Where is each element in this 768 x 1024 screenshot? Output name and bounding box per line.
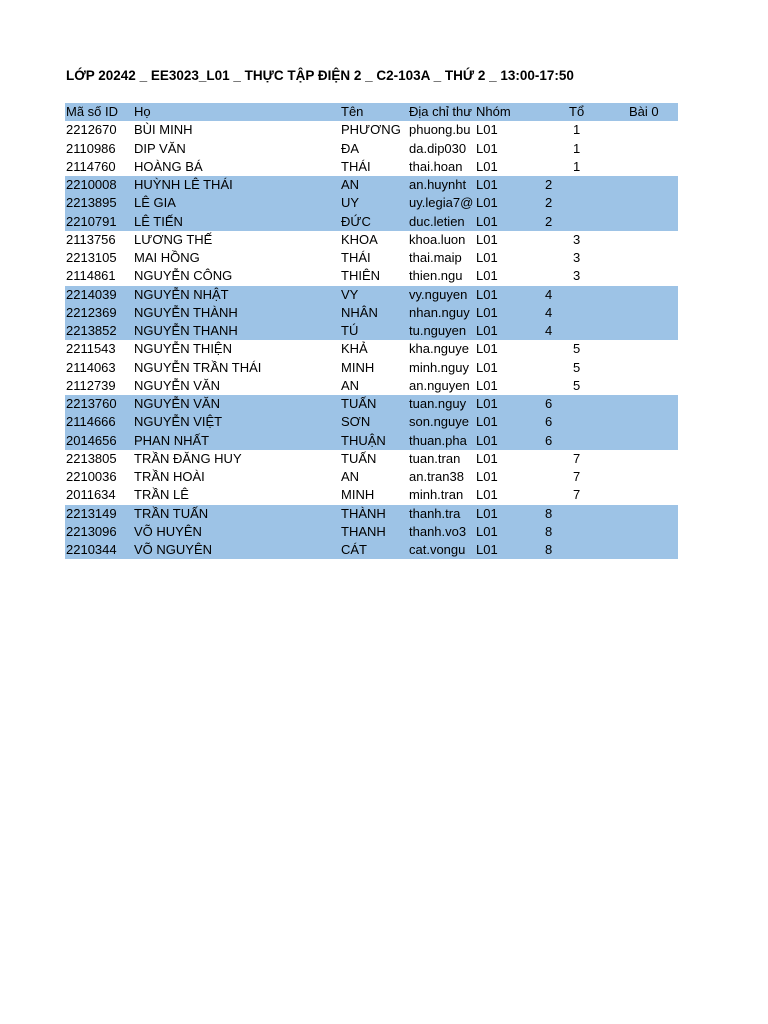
student-table: [65, 103, 678, 559]
cell-id: 2011634: [66, 487, 116, 503]
cell-ho: LƯƠNG THẾ: [134, 231, 213, 247]
cell-to: 1: [573, 158, 581, 174]
cell-ten: AN: [341, 469, 360, 484]
cell-nhom: L01: [476, 304, 498, 320]
table-row: [65, 231, 678, 249]
cell-to: 2: [545, 195, 553, 211]
cell-nhom: L01: [476, 359, 498, 375]
cell-ten: THUẬN: [341, 432, 386, 448]
cell-ten: THIÊN: [341, 268, 380, 284]
cell-to: 8: [545, 542, 553, 557]
cell-ho: MAI HỒNG: [134, 250, 200, 265]
table-row: [65, 413, 678, 431]
cell-ten: AN: [341, 377, 360, 393]
cell-nhom: L01: [476, 268, 498, 284]
cell-ho: HUỲNH LÊ THÁI: [134, 177, 233, 192]
cell-id: 2213805: [66, 450, 117, 466]
table-row: [65, 541, 678, 559]
cell-nhom: L01: [476, 432, 498, 448]
table-row: [65, 486, 678, 504]
cell-id: 2211543: [66, 341, 116, 357]
cell-ho: LÊ GIA: [134, 195, 176, 211]
cell-to: 4: [545, 286, 553, 302]
table-row: [65, 286, 678, 304]
cell-ten: THANH: [341, 523, 386, 539]
cell-nhom: L01: [476, 377, 498, 393]
cell-email: tuan.tran: [409, 450, 461, 466]
table-row: [65, 140, 678, 158]
cell-nhom: L01: [476, 195, 498, 211]
table-header-row: [65, 103, 678, 121]
cell-to: 6: [545, 414, 553, 430]
cell-to: 7: [573, 469, 581, 484]
cell-to: 2: [545, 213, 553, 229]
cell-ten: THÁI: [341, 158, 371, 174]
cell-id: 2212670: [66, 122, 117, 138]
cell-ho: NGUYỄN TRẦN THÁI: [134, 359, 262, 375]
cell-id: 2213895: [66, 195, 117, 211]
cell-ho: VÕ HUYÊN: [134, 523, 202, 539]
cell-email: thuan.pha: [409, 432, 467, 448]
cell-ho: TRẦN LÊ: [134, 487, 189, 503]
cell-to: 3: [573, 268, 581, 284]
cell-to: 3: [573, 250, 581, 265]
cell-nhom: L01: [476, 523, 498, 539]
table-row: [65, 194, 678, 212]
cell-to: 8: [545, 523, 553, 539]
cell-ten: KHOA: [341, 231, 378, 247]
cell-ten: ĐA: [341, 140, 360, 156]
table-row: [65, 468, 678, 486]
table-row: [65, 158, 678, 176]
cell-ho: NGUYỄN THANH: [134, 323, 238, 338]
cell-ho: NGUYỄN VĂN: [134, 396, 220, 411]
cell-nhom: L01: [476, 177, 498, 192]
cell-ho: NGUYỄN VIỆT: [134, 414, 223, 430]
cell-nhom: L01: [476, 341, 498, 357]
table-row: [65, 523, 678, 541]
cell-ho: NGUYỄN THIỆN: [134, 341, 232, 357]
cell-email: khoa.luon: [409, 231, 466, 247]
cell-id: 2213096: [66, 523, 117, 539]
cell-id: 2214039: [66, 286, 117, 302]
cell-ten: AN: [341, 177, 360, 192]
cell-email: minh.nguy: [409, 359, 469, 375]
cell-nhom: L01: [476, 213, 498, 229]
cell-nhom: L01: [476, 140, 498, 156]
cell-to: 4: [545, 304, 553, 320]
cell-to: 5: [573, 359, 581, 375]
table-row: [65, 121, 678, 139]
sheet-title: LỚP 20242 _ EE3023_L01 _ THỰC TẬP ĐIỆN 2 _ C2-103A _ THỨ 2 _ 13:00-17:50: [66, 68, 574, 83]
table-row: [65, 304, 678, 322]
table-row: [65, 359, 678, 377]
cell-email: thanh.tra: [409, 505, 461, 521]
cell-email: thai.maip: [409, 250, 462, 265]
cell-email: an.tran38: [409, 469, 464, 484]
cell-ten: MINH: [341, 487, 375, 503]
cell-ho: LÊ TIẾN: [134, 213, 183, 229]
header-ho: Họ: [134, 104, 151, 119]
cell-ten: PHƯƠNG: [341, 122, 401, 138]
cell-ten: NHÂN: [341, 304, 378, 320]
cell-to: 5: [573, 377, 581, 393]
cell-ten: KHẢ: [341, 341, 368, 357]
header-bai: Bài 0: [629, 104, 659, 119]
cell-email: son.nguye: [409, 414, 469, 430]
cell-ho: TRẦN TUẤN: [134, 505, 209, 521]
cell-id: 2210344: [66, 542, 117, 557]
cell-nhom: L01: [476, 158, 498, 174]
table-row: [65, 322, 678, 340]
cell-id: 2014656: [66, 432, 117, 448]
table-row: [65, 176, 678, 194]
table-row: [65, 340, 678, 358]
cell-ho: NGUYỄN NHẬT: [134, 286, 229, 302]
cell-to: 6: [545, 396, 553, 411]
cell-nhom: L01: [476, 542, 498, 557]
cell-email: cat.vongu: [409, 542, 466, 557]
cell-email: thanh.vo3: [409, 523, 467, 539]
cell-nhom: L01: [476, 487, 498, 503]
cell-id: 2213149: [66, 505, 117, 521]
cell-nhom: L01: [476, 396, 498, 411]
cell-email: nhan.nguy: [409, 304, 470, 320]
table-row: [65, 267, 678, 285]
cell-email: da.dip030: [409, 140, 467, 156]
cell-email: uy.legia7@: [409, 195, 474, 211]
cell-email: kha.nguye: [409, 341, 469, 357]
cell-nhom: L01: [476, 286, 498, 302]
header-to: Tổ: [569, 104, 585, 119]
header-email: Địa chỉ thư: [409, 104, 472, 119]
cell-ten: THÁI: [341, 250, 371, 265]
cell-to: 1: [573, 140, 581, 156]
cell-ho: NGUYỄN THÀNH: [134, 304, 238, 320]
header-ten: Tên: [341, 104, 364, 119]
table-row: [65, 505, 678, 523]
cell-email: vy.nguyen: [409, 286, 468, 302]
cell-to: 7: [573, 450, 581, 466]
cell-email: duc.letien: [409, 213, 465, 229]
cell-id: 2212369: [66, 304, 117, 320]
cell-email: minh.tran: [409, 487, 464, 503]
cell-id: 2110986: [66, 140, 116, 156]
cell-email: tu.nguyen: [409, 323, 467, 338]
cell-ten: UY: [341, 195, 360, 211]
cell-to: 2: [545, 177, 553, 192]
header-id: Mã số ID: [66, 104, 119, 119]
cell-nhom: L01: [476, 250, 498, 265]
cell-to: 7: [573, 487, 581, 503]
cell-email: an.huynht: [409, 177, 467, 192]
cell-ho: TRẦN HOÀI: [134, 469, 205, 484]
cell-nhom: L01: [476, 505, 498, 521]
cell-ten: ĐỨC: [341, 213, 371, 229]
cell-email: tuan.nguy: [409, 396, 467, 411]
cell-id: 2114063: [66, 359, 116, 375]
cell-ten: TUẤN: [341, 396, 377, 411]
table-row: [65, 395, 678, 413]
cell-ten: TÚ: [341, 323, 359, 338]
cell-ho: HOÀNG BÁ: [134, 158, 203, 174]
cell-email: an.nguyen: [409, 377, 470, 393]
table-row: [65, 450, 678, 468]
cell-id: 2213852: [66, 323, 117, 338]
cell-id: 2114666: [66, 414, 116, 430]
table-row: [65, 432, 678, 450]
cell-id: 2210036: [66, 469, 117, 484]
cell-nhom: L01: [476, 469, 498, 484]
cell-to: 8: [545, 505, 553, 521]
cell-email: phuong.bu: [409, 122, 471, 138]
cell-ten: SƠN: [341, 414, 371, 430]
cell-ten: MINH: [341, 359, 375, 375]
table-row: [65, 213, 678, 231]
cell-ho: NGUYỄN VĂN: [134, 377, 220, 393]
cell-to: 3: [573, 231, 581, 247]
header-nhom: Nhóm: [476, 104, 511, 119]
cell-nhom: L01: [476, 414, 498, 430]
cell-ten: CÁT: [341, 542, 367, 557]
cell-id: 2113756: [66, 231, 116, 247]
cell-nhom: L01: [476, 323, 498, 338]
cell-ten: VY: [341, 286, 359, 302]
cell-id: 2213105: [66, 250, 117, 265]
cell-nhom: L01: [476, 231, 498, 247]
cell-to: 5: [573, 341, 581, 357]
cell-nhom: L01: [476, 450, 498, 466]
cell-id: 2210008: [66, 177, 117, 192]
cell-ho: DIP VĂN: [134, 140, 186, 156]
cell-to: 1: [573, 122, 581, 138]
cell-nhom: L01: [476, 122, 498, 138]
cell-id: 2114861: [66, 268, 116, 284]
cell-id: 2114760: [66, 158, 116, 174]
cell-ho: BÙI MINH: [134, 122, 193, 138]
cell-to: 6: [545, 432, 553, 448]
cell-ho: PHAN NHẤT: [134, 432, 210, 448]
table-row: [65, 249, 678, 267]
cell-id: 2213760: [66, 396, 117, 411]
cell-email: thai.hoan: [409, 158, 463, 174]
cell-id: 2112739: [66, 377, 116, 393]
cell-to: 4: [545, 323, 553, 338]
cell-id: 2210791: [66, 213, 117, 229]
cell-ten: THÀNH: [341, 505, 386, 521]
cell-ho: TRẦN ĐĂNG HUY: [134, 450, 242, 466]
cell-email: thien.ngu: [409, 268, 463, 284]
cell-ho: NGUYỄN CÔNG: [134, 268, 233, 284]
table-row: [65, 377, 678, 395]
cell-ho: VÕ NGUYÊN: [134, 542, 213, 557]
table-body: [65, 121, 678, 559]
cell-ten: TUẤN: [341, 450, 377, 466]
